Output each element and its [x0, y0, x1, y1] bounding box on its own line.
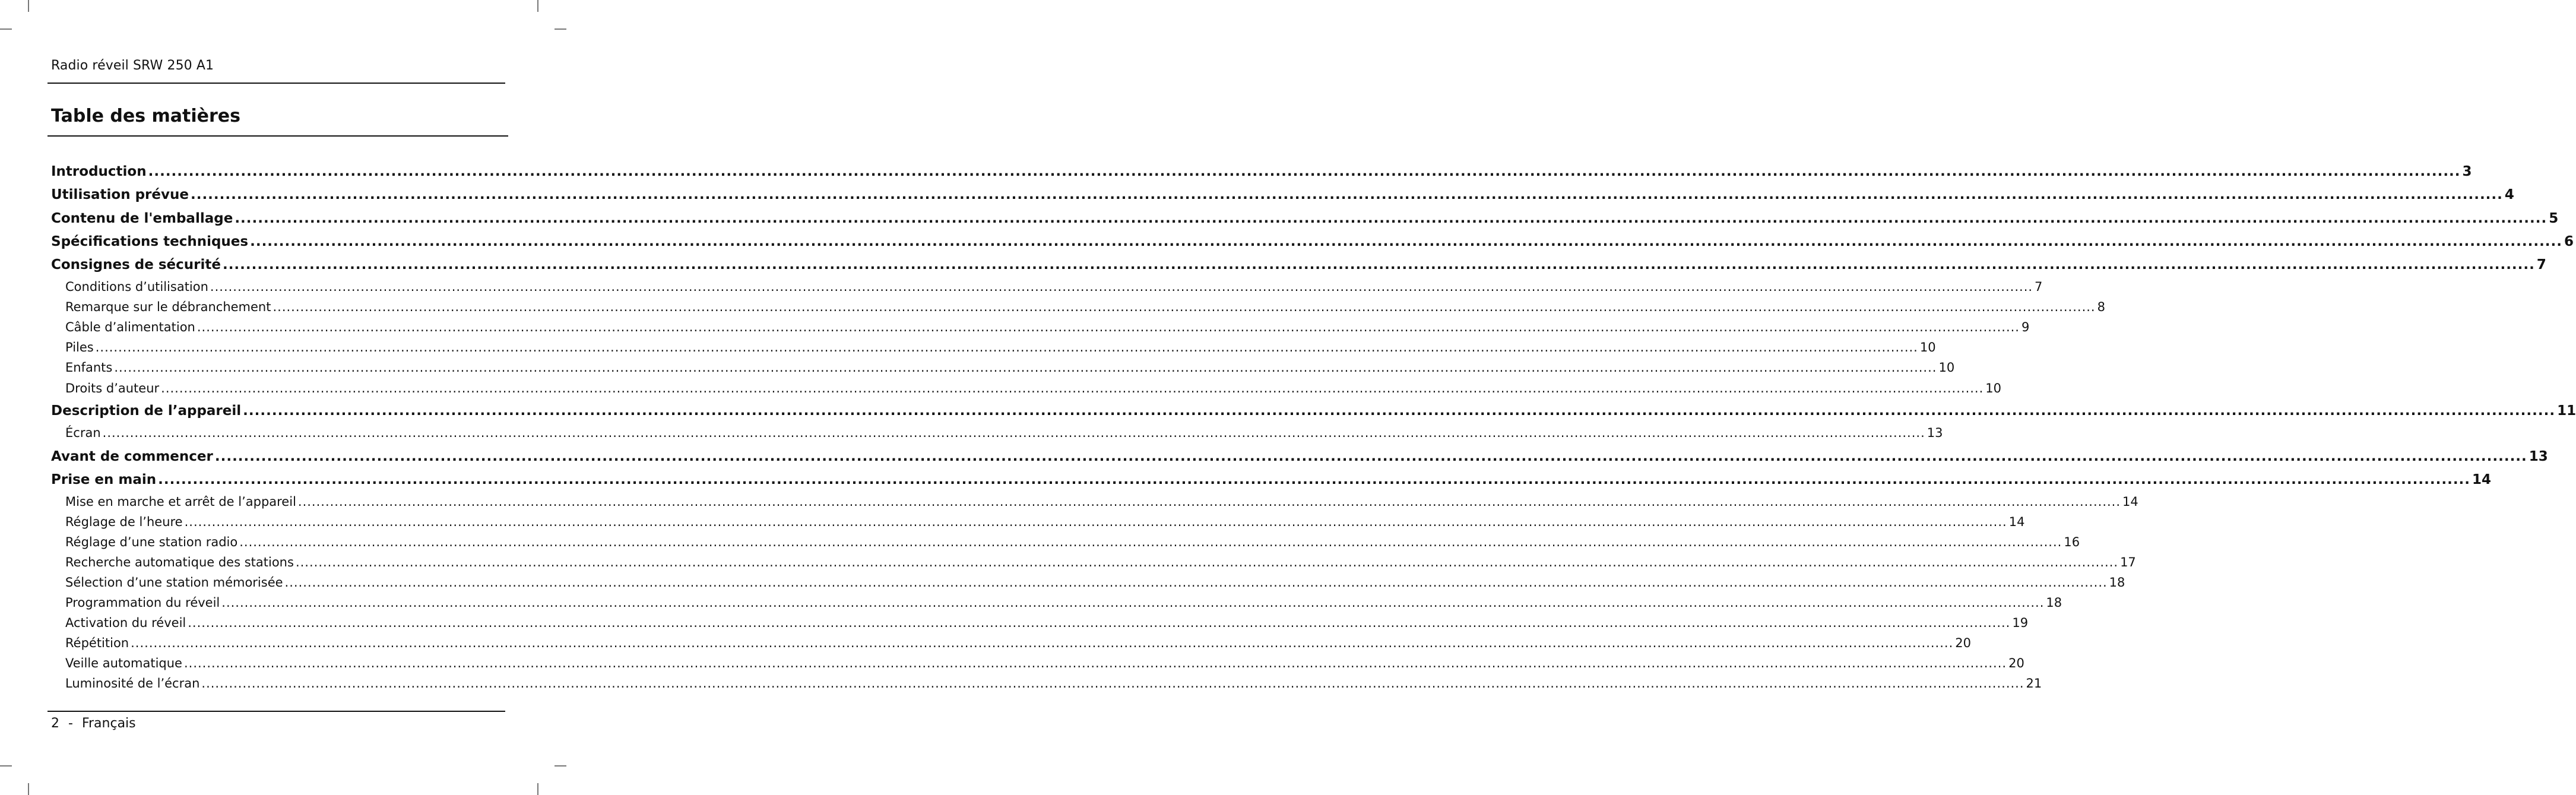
toc-entry-page: 4	[2504, 187, 2514, 202]
toc-entry[interactable]	[51, 211, 2559, 226]
toc-entry-page: 13	[2529, 449, 2548, 464]
toc-leader-dots: ................................................................................................................................................................................................................................................................................................................................................................................................................	[95, 340, 1918, 354]
toc-entry-title: Écran	[65, 426, 101, 440]
toc-entry-title: Conditions d’utilisation	[65, 280, 208, 294]
title-rule	[47, 135, 508, 137]
toc-entry-title: Réglage d’une station radio	[65, 535, 238, 549]
toc-subentry[interactable]	[51, 340, 1936, 354]
crop-mark-top-left-h	[0, 28, 12, 30]
toc-entry-page: 3	[2462, 164, 2472, 179]
toc-leader-dots: ................................................................................................................................................................................................................................................................................................................................................................................................................	[235, 211, 2548, 226]
toc-subentry[interactable]	[51, 555, 2136, 569]
toc-leader-dots: ................................................................................................................................................................................................................................................................................................................................................................................................................	[131, 636, 1954, 650]
toc-subentry[interactable]	[51, 426, 1943, 440]
footer-rule	[47, 711, 505, 712]
toc-entry-page: 16	[2064, 535, 2080, 549]
toc-leader-dots: ................................................................................................................................................................................................................................................................................................................................................................................................................	[188, 616, 2011, 630]
toc-leader-dots: ................................................................................................................................................................................................................................................................................................................................................................................................................	[190, 187, 2503, 202]
toc-subentry[interactable]	[51, 300, 2105, 314]
crop-mark-bottom-left-h	[0, 765, 12, 767]
toc-entry-page: 18	[2046, 596, 2062, 610]
toc-entry-title: Répétition	[65, 636, 129, 650]
toc-entry[interactable]	[51, 164, 2472, 179]
crop-mark-top-left-v	[28, 0, 29, 12]
toc-subentry[interactable]	[51, 515, 2025, 529]
footer-separator: -	[68, 716, 73, 731]
toc-entry-page: 17	[2120, 555, 2136, 569]
toc-leader-dots: ................................................................................................................................................................................................................................................................................................................................................................................................................	[239, 535, 2062, 549]
toc-entry[interactable]	[51, 449, 2548, 464]
page-footer	[51, 716, 136, 731]
toc-entry-title: Veille automatique	[65, 656, 182, 670]
toc-subentry[interactable]	[51, 535, 2080, 549]
toc-leader-dots: ................................................................................................................................................................................................................................................................................................................................................................................................................	[297, 495, 2121, 509]
toc-entry-page: 14	[2472, 472, 2492, 487]
toc-entry-title: Sélection d’une station mémorisée	[65, 575, 283, 590]
toc-entry-title: Activation du réveil	[65, 616, 186, 630]
toc-entry-page: 8	[2097, 300, 2105, 314]
toc-entry-page: 10	[1919, 340, 1936, 354]
toc-leader-dots: ................................................................................................................................................................................................................................................................................................................................................................................................................	[114, 360, 1937, 375]
toc-subentry[interactable]	[51, 360, 1955, 375]
toc-entry-title: Luminosité de l’écran	[65, 676, 200, 691]
toc-leader-dots: ................................................................................................................................................................................................................................................................................................................................................................................................................	[284, 575, 2108, 590]
toc-entry-title: Introduction	[51, 164, 147, 179]
toc-entry-title: Consignes de sécurité	[51, 257, 221, 273]
toc-leader-dots: ................................................................................................................................................................................................................................................................................................................................................................................................................	[273, 300, 2096, 314]
toc-subentry[interactable]	[51, 280, 2043, 294]
crop-mark-bottom-left-v	[28, 783, 29, 795]
toc-leader-dots: ................................................................................................................................................................................................................................................................................................................................................................................................................	[184, 515, 2007, 529]
toc-entry-title: Programmation du réveil	[65, 596, 220, 610]
footer-language: Français	[81, 716, 136, 731]
toc-leader-dots: ................................................................................................................................................................................................................................................................................................................................................................................................................	[222, 257, 2535, 273]
toc-entry-title: Recherche automatique des stations	[65, 555, 294, 569]
toc-entry[interactable]	[51, 472, 2492, 487]
toc-entry-title: Contenu de l'emballage	[51, 211, 233, 226]
toc-entry-page: 13	[1927, 426, 1943, 440]
running-header: Radio réveil SRW 250 A1	[51, 58, 214, 73]
toc-entry[interactable]	[51, 187, 2514, 202]
toc-subentry[interactable]	[51, 656, 2024, 670]
toc-entry-title: Câble d’alimentation	[65, 320, 195, 334]
toc-entry-page: 14	[2122, 495, 2138, 509]
toc-leader-dots: ................................................................................................................................................................................................................................................................................................................................................................................................................	[250, 234, 2563, 249]
toc-entry-page: 7	[2035, 280, 2043, 294]
toc-entry-page: 14	[2008, 515, 2025, 529]
page-number: 2	[51, 716, 59, 731]
toc-entry-title: Enfants	[65, 360, 113, 375]
toc-leader-dots: ................................................................................................................................................................................................................................................................................................................................................................................................................	[210, 280, 2033, 294]
toc-subentry[interactable]	[51, 495, 2138, 509]
toc-entry-page: 21	[2026, 676, 2042, 691]
toc-entry-title: Piles	[65, 340, 94, 354]
toc-leader-dots: ................................................................................................................................................................................................................................................................................................................................................................................................................	[295, 555, 2119, 569]
toc-leader-dots: ................................................................................................................................................................................................................................................................................................................................................................................................................	[243, 403, 2556, 419]
toc-subentry[interactable]	[51, 596, 2062, 610]
header-rule	[47, 83, 505, 84]
toc-entry-title: Remarque sur le débranchement	[65, 300, 271, 314]
crop-mark-top-right-h	[555, 28, 566, 30]
toc-subentry[interactable]	[51, 616, 2029, 630]
toc-entry-page: 10	[1938, 360, 1955, 375]
crop-mark-bottom-right-h	[555, 765, 566, 767]
toc-entry-title: Réglage de l’heure	[65, 515, 183, 529]
page-title: Table des matières	[51, 106, 240, 126]
toc-entry-page: 7	[2536, 257, 2546, 273]
toc-entry-title: Droits d’auteur	[65, 381, 160, 395]
toc-entry-title: Spécifications techniques	[51, 234, 249, 249]
toc-leader-dots: ................................................................................................................................................................................................................................................................................................................................................................................................................	[158, 472, 2471, 487]
toc-leader-dots: ................................................................................................................................................................................................................................................................................................................................................................................................................	[102, 426, 1925, 440]
toc-entry-title: Mise en marche et arrêt de l’appareil	[65, 495, 296, 509]
toc-subentry[interactable]	[51, 575, 2125, 590]
toc-entry-page: 19	[2012, 616, 2029, 630]
toc-entry[interactable]	[51, 257, 2546, 273]
toc-entry-page: 18	[2109, 575, 2125, 590]
toc-subentry[interactable]	[51, 381, 2002, 395]
toc-entry-page: 6	[2564, 234, 2574, 249]
toc-subentry[interactable]	[51, 636, 1971, 650]
toc-entry-title: Prise en main	[51, 472, 157, 487]
toc-leader-dots: ................................................................................................................................................................................................................................................................................................................................................................................................................	[197, 320, 2020, 334]
crop-mark-bottom-right-v	[537, 783, 538, 795]
toc-entry[interactable]	[51, 234, 2574, 249]
toc-entry-title: Utilisation prévue	[51, 187, 189, 202]
toc-entry-page: 9	[2021, 320, 2030, 334]
toc-entry-page: 5	[2549, 211, 2559, 226]
toc-entry-page: 10	[1985, 381, 2002, 395]
crop-mark-top-right-v	[537, 0, 538, 12]
toc-entry-page: 20	[1955, 636, 1971, 650]
toc-leader-dots: ................................................................................................................................................................................................................................................................................................................................................................................................................	[221, 596, 2045, 610]
toc-entry-title: Avant de commencer	[51, 449, 213, 464]
toc-entry-page: 11	[2557, 403, 2576, 419]
toc-entry-page: 20	[2008, 656, 2024, 670]
toc-subentry[interactable]	[51, 320, 2030, 334]
toc-leader-dots: ................................................................................................................................................................................................................................................................................................................................................................................................................	[183, 656, 2007, 670]
toc-leader-dots: ................................................................................................................................................................................................................................................................................................................................................................................................................	[148, 164, 2461, 179]
toc-leader-dots: ................................................................................................................................................................................................................................................................................................................................................................................................................	[161, 381, 1984, 395]
toc-entry-title: Description de l’appareil	[51, 403, 242, 419]
toc-subentry[interactable]	[51, 676, 2042, 691]
toc-entry[interactable]	[51, 403, 2576, 419]
toc-leader-dots: ................................................................................................................................................................................................................................................................................................................................................................................................................	[214, 449, 2527, 464]
toc-leader-dots: ................................................................................................................................................................................................................................................................................................................................................................................................................	[201, 676, 2024, 691]
